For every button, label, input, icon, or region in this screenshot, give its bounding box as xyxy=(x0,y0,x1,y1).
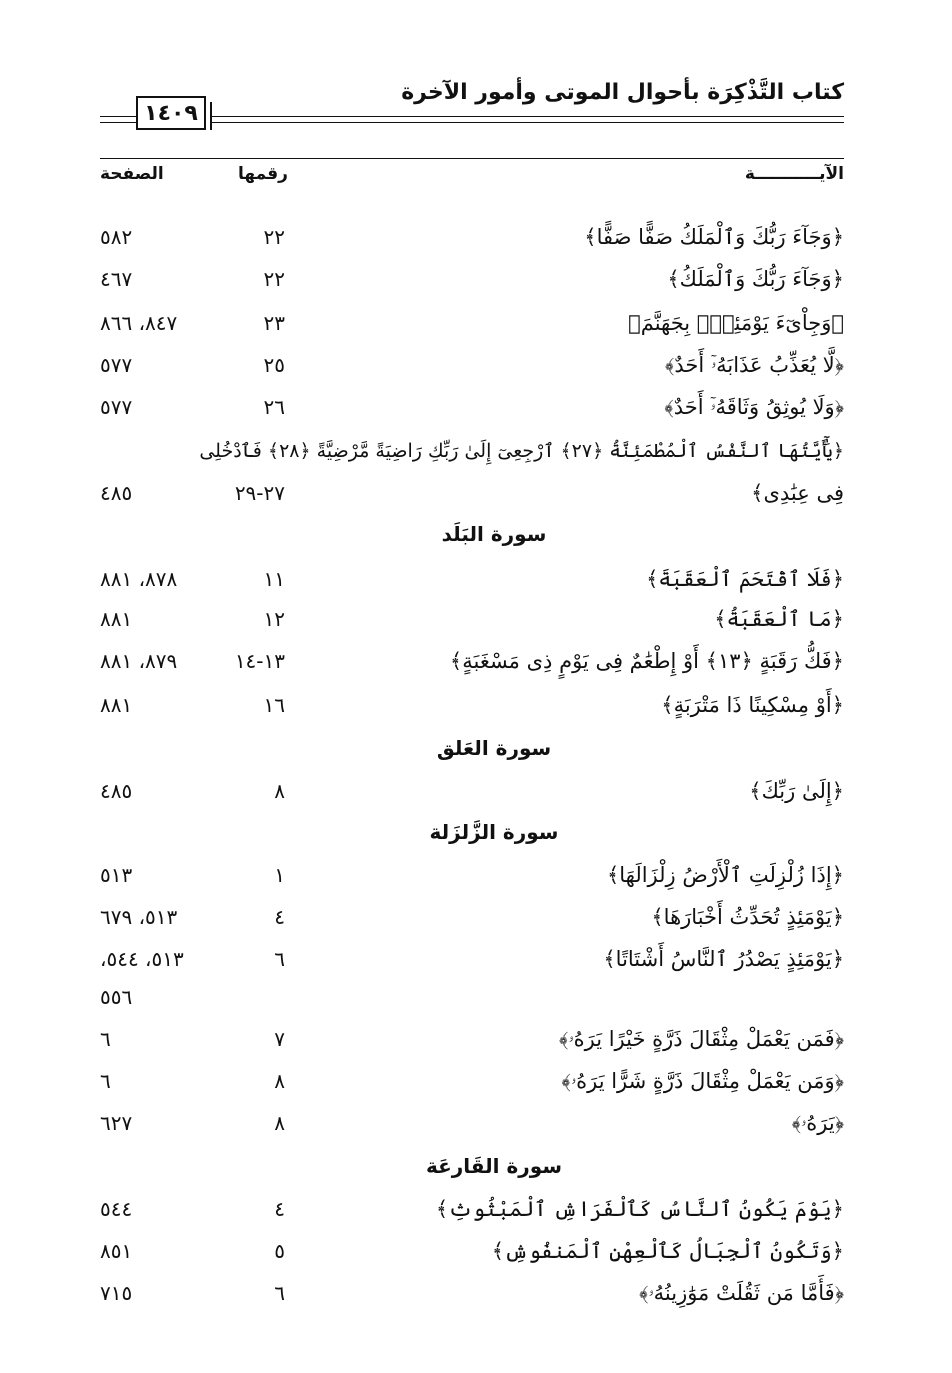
table-row xyxy=(100,1194,844,1234)
ayah-number: ٦ xyxy=(274,947,285,971)
header-rule xyxy=(100,116,136,117)
ayah-text: ﴿أَوْ مِسْكِينًا ذَا مَتْرَبَةٍ﴾ xyxy=(661,693,844,717)
column-header-ayah: الآيـــــــــــة xyxy=(744,164,844,184)
ayah-number: ٢٣ xyxy=(263,311,285,335)
ayah-text: ﴿لَّا يُعَذِّبُ عَذَابَهُۥٓ أَحَدٌ﴾ xyxy=(665,353,844,377)
ayah-number: ٨ xyxy=(274,1069,285,1093)
table-row xyxy=(100,1024,844,1064)
ayah-text: ﴿فَمَن يَعْمَلْ مِثْقَالَ ذَرَّةٍ خَيْرًا يَرَهُۥ﴾ xyxy=(559,1027,844,1051)
page-refs: ٨٧٩، ٨٨١ xyxy=(100,649,178,673)
page-refs: ٥١٣، ٦٧٩ xyxy=(100,905,178,929)
column-header-page: الصفحة xyxy=(100,164,164,184)
table-row xyxy=(100,860,844,900)
ayah-number: ١٣-١٤ xyxy=(234,649,285,673)
ayah-text: ﴿وَجَآءَ رَبُّكَ وَٱلْمَلَكُ صَفًّا صَفًّا﴾ xyxy=(584,225,844,249)
ayah-number: ٢٥ xyxy=(263,353,285,377)
ayah-text: ﴿وَجِاْىٓءَ يَوْمَئِذٍۭ بِجَهَنَّمَ﴾ xyxy=(628,311,844,335)
table-row xyxy=(100,646,844,686)
table-row xyxy=(100,436,844,476)
ayah-text: ﴿إِلَىٰ رَبِّكَ﴾ xyxy=(749,779,844,803)
ayah-text: ﴿وَمَن يَعْمَلْ مِثْقَالَ ذَرَّةٍ شَرًّا يَرَهُۥ﴾ xyxy=(561,1069,844,1093)
ayah-text: ﴿فَلَا ٱقْتَحَمَ ٱلْعَقَبَةَ﴾ xyxy=(646,567,844,591)
page-refs: ٥١٣، ٥٤٤، xyxy=(100,947,184,971)
table-row xyxy=(100,222,844,262)
page-refs: ٨٥١ xyxy=(100,1239,133,1263)
page-refs: ٤٨٥ xyxy=(100,779,133,803)
page-refs: ٨٨١ xyxy=(100,607,133,631)
ayah-text: ﴿يَوْمَئِذٍ تُحَدِّثُ أَخْبَارَهَا﴾ xyxy=(651,905,844,929)
ayah-text: ﴿يَٰٓأَيَّتُهَا ٱلنَّفْسُ ٱلْمُطْمَئِنَّةُ ﴿٢٧﴾ ٱرْجِعِىٓ إِلَىٰ رَبِّكِ رَاضِيَةً مَّرْضِيَّةً ﴿٢٨﴾ فَٱدْخُلِى xyxy=(199,440,844,462)
table-row xyxy=(100,264,844,304)
ayah-number: ٧ xyxy=(274,1027,285,1051)
ayah-number: ٥ xyxy=(274,1239,285,1263)
ayah-text: ﴿فَكُّ رَقَبَةٍ ﴿١٣﴾ أَوْ إِطْعَٰمٌ فِى يَوْمٍ ذِى مَسْغَبَةٍ﴾ xyxy=(449,649,844,673)
ayah-text: ﴿وَتَكُونُ ٱلْجِبَالُ كَٱلْعِهْنِ ٱلْمَنفُوشِ﴾ xyxy=(491,1239,844,1263)
ayah-number: ٢٢ xyxy=(263,267,285,291)
table-row xyxy=(100,350,844,390)
table-row xyxy=(100,478,844,518)
surah-heading: سورة القَارعَة xyxy=(425,1154,563,1178)
surah-heading: سورة العَلق xyxy=(436,736,552,760)
page-number: ١٤٠٩ xyxy=(144,100,198,126)
page-refs: ٨٨١ xyxy=(100,693,133,717)
table-row xyxy=(100,944,844,984)
table-row xyxy=(100,564,844,604)
header-rule xyxy=(100,122,136,123)
page-refs: ٦ xyxy=(100,1027,111,1051)
ayah-number: ١٦ xyxy=(263,693,285,717)
ayah-text: ﴿مَا ٱلْعَقَبَةُ﴾ xyxy=(714,607,844,631)
ayah-text: ﴿يَرَهُۥ﴾ xyxy=(791,1111,844,1135)
ayah-number: ٤ xyxy=(274,1197,285,1221)
ayah-number: ١٢ xyxy=(263,607,285,631)
table-row xyxy=(100,690,844,730)
table-row xyxy=(100,604,844,644)
table-row xyxy=(100,1108,844,1148)
table-row xyxy=(100,1066,844,1106)
page-refs: ٤٨٥ xyxy=(100,481,133,505)
ayah-text: ﴿فَأَمَّا مَن ثَقُلَتْ مَوَٰزِينُهُۥ﴾ xyxy=(639,1281,844,1305)
ayah-number: ١١ xyxy=(263,567,285,591)
column-header-rule xyxy=(100,158,844,159)
ayah-text: ﴿وَلَا يُوثِقُ وَثَاقَهُۥٓ أَحَدٌ﴾ xyxy=(664,395,844,419)
ayah-number: ٢٢ xyxy=(263,225,285,249)
page-refs: ٨٧٨، ٨٨١ xyxy=(100,567,178,591)
table-row-continued xyxy=(100,982,844,1022)
page-refs: ٨٤٧، ٨٦٦ xyxy=(100,311,178,335)
ayah-text: ﴿يَوْمَ يَكُونُ ٱلنَّاسُ كَٱلْفَرَاشِ ٱلْمَبْثُوثِ﴾ xyxy=(435,1197,844,1221)
ayah-number: ٨ xyxy=(274,779,285,803)
ayah-number: ٢٧-٢٩ xyxy=(234,481,285,505)
page-refs: ٥٧٧ xyxy=(100,353,133,377)
page-number-box xyxy=(136,96,206,130)
page-refs: ٥٥٦ xyxy=(100,985,133,1009)
table-row xyxy=(100,902,844,942)
table-row xyxy=(100,1236,844,1276)
ayah-text: فِى عِبَٰدِى﴾ xyxy=(751,481,844,505)
header-rule xyxy=(210,122,844,123)
ayah-text: ﴿إِذَا زُلْزِلَتِ ٱلْأَرْضُ زِلْزَالَهَا﴾ xyxy=(606,863,844,887)
page-refs: ٥٤٤ xyxy=(100,1197,133,1221)
page-refs: ٥١٣ xyxy=(100,863,133,887)
table-row xyxy=(100,308,844,348)
surah-heading: سورة البَلَد xyxy=(441,522,547,546)
table-row xyxy=(100,1278,844,1318)
ayah-number: ٤ xyxy=(274,905,285,929)
page-refs: ٥٧٧ xyxy=(100,395,133,419)
page-refs: ٦ xyxy=(100,1069,111,1093)
surah-heading: سورة الزَّلزَلة xyxy=(429,820,559,844)
ayah-text: ﴿وَجَآءَ رَبُّكَ وَٱلْمَلَكُ﴾ xyxy=(667,267,844,291)
header-rule xyxy=(210,116,844,117)
ayah-text: ﴿يَوْمَئِذٍ يَصْدُرُ ٱلنَّاسُ أَشْتَاتًا﴾ xyxy=(603,947,844,971)
ayah-number: ٦ xyxy=(274,1281,285,1305)
page-refs: ٥٨٢ xyxy=(100,225,133,249)
page-refs: ٧١٥ xyxy=(100,1281,133,1305)
ayah-number: ٢٦ xyxy=(263,395,285,419)
page-refs: ٦٢٧ xyxy=(100,1111,133,1135)
column-header-number: رقمها xyxy=(238,164,288,184)
page-refs: ٤٦٧ xyxy=(100,267,133,291)
table-row xyxy=(100,776,844,816)
running-title: كتاب التَّذْكِرَة بأحوال الموتى وأمور الآخرة xyxy=(401,80,844,105)
table-row xyxy=(100,392,844,432)
ayah-number: ٨ xyxy=(274,1111,285,1135)
ayah-number: ١ xyxy=(274,863,285,887)
